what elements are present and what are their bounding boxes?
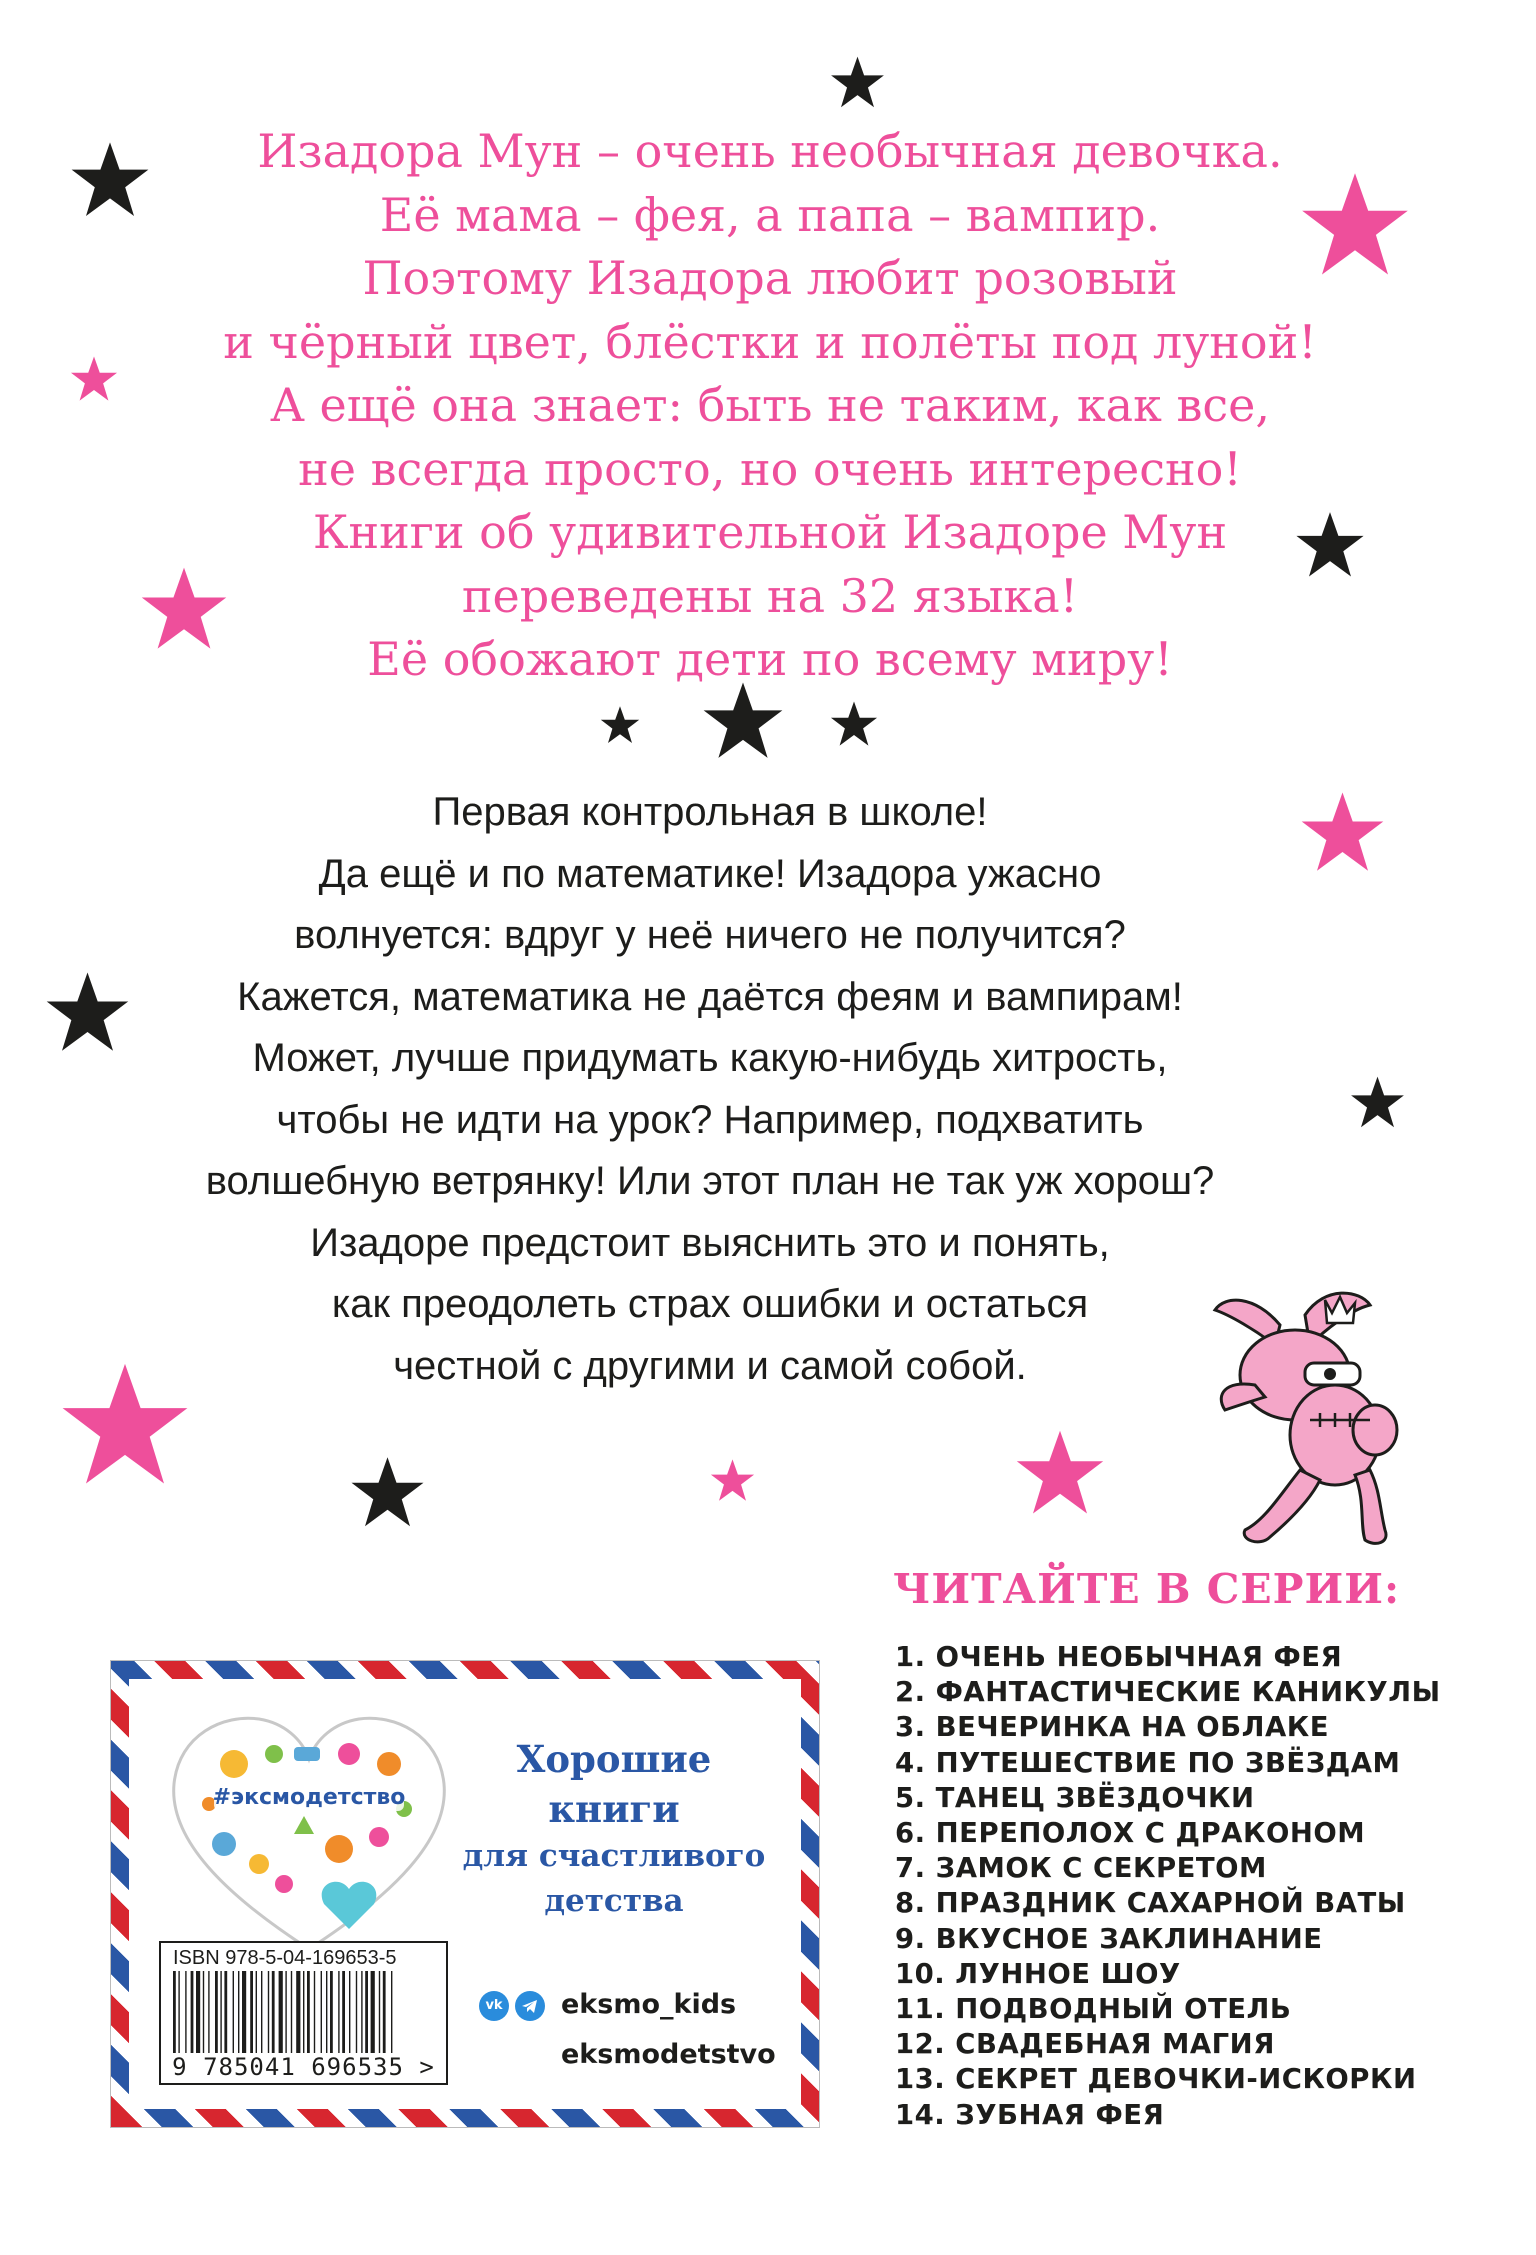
- description-line: Да ещё и по математике! Изадора ужасно: [318, 851, 1102, 896]
- list-item: 4. ПУТЕШЕСТВИЕ ПО ЗВЁЗДАМ: [895, 1746, 1401, 1779]
- barcode-bar: [220, 1971, 221, 2053]
- series-list: [895, 1640, 1441, 2133]
- pink-bunny-illustration: [1185, 1285, 1425, 1555]
- barcode-bar: [349, 1971, 350, 2053]
- description-line: Может, лучше придумать какую-нибудь хитрость,: [252, 1036, 1168, 1080]
- barcode-bar: [178, 1971, 179, 2053]
- description-line: честной с другими и самой собой.: [393, 1343, 1027, 1388]
- barcode-bar: [261, 1971, 262, 2053]
- barcode-bar: [330, 1971, 333, 2053]
- barcode-bar: [256, 1971, 257, 2053]
- publisher-motto: [429, 1734, 799, 1924]
- barcode-bar: [307, 1971, 310, 2053]
- barcode-bar: [291, 1971, 292, 2053]
- hashtag-label: #эксмодетство: [212, 1785, 406, 1810]
- intro-line: А ещё она знает: быть не таким, как все,: [270, 378, 1270, 432]
- list-item: 3. ВЕЧЕРИНКА НА ОБЛАКЕ: [895, 1711, 1330, 1744]
- black-star-icon: [350, 1455, 425, 1530]
- barcode-bar: [361, 1971, 362, 2053]
- list-item: 6. ПЕРЕПОЛОХ С ДРАКОНОМ: [895, 1817, 1366, 1850]
- list-item: 11. ПОДВОДНЫЙ ОТЕЛЬ: [895, 1993, 1292, 2026]
- barcode-bar: [208, 1971, 209, 2053]
- intro-line: переведены на 32 языка!: [461, 568, 1079, 623]
- barcode-bar: [365, 1971, 368, 2053]
- social-handle-eksmo-kids[interactable]: eksmo_kids: [561, 1989, 737, 2020]
- barcode-bar: [191, 1971, 194, 2053]
- barcode-bar: [238, 1971, 239, 2053]
- barcode-bar: [272, 1971, 275, 2053]
- pink-star-icon: [1015, 1428, 1105, 1518]
- barcode-bar: [371, 1971, 375, 2053]
- description-line: волнуется: вдруг у неё ничего не получится?: [294, 913, 1126, 957]
- barcode-bar: [196, 1971, 200, 2053]
- heart-logo: [164, 1709, 454, 1959]
- intro-line: и чёрный цвет, блёстки и полёты под луной!: [223, 314, 1317, 369]
- black-star-icon: [702, 680, 784, 762]
- barcode-bar: [215, 1971, 218, 2053]
- barcode-bar: [233, 1971, 234, 2053]
- envelope-inner: [129, 1679, 801, 2109]
- intro-line: Изадора Мун – очень необычная девочка.: [257, 124, 1283, 178]
- barcode-bar: [268, 1971, 269, 2053]
- barcode-bar: [173, 1971, 176, 2053]
- pink-star-icon: [70, 355, 118, 403]
- barcode-bar: [224, 1971, 227, 2053]
- list-item: 8. ПРАЗДНИК САХАРНОЙ ВАТЫ: [895, 1887, 1406, 1920]
- motto-line: детства: [544, 1883, 684, 1919]
- motto-line: для счастливого: [462, 1838, 766, 1874]
- barcode-bar: [296, 1971, 300, 2053]
- list-item: 1. ОЧЕНЬ НЕОБЫЧНАЯ ФЕЯ: [895, 1641, 1343, 1673]
- intro-line: Поэтому Изадора любит розовый: [362, 251, 1178, 305]
- barcode-bar: [279, 1971, 283, 2053]
- description-line: чтобы не идти на урок? Например, подхватить: [276, 1097, 1144, 1142]
- black-star-icon: [70, 140, 150, 220]
- barcode-bar: [326, 1971, 327, 2053]
- motto-line: книги: [548, 1787, 680, 1831]
- barcode-bar: [285, 1971, 286, 2053]
- barcode-image: [171, 1971, 436, 2053]
- barcode-bar: [391, 1971, 392, 2053]
- barcode-bar: [321, 1971, 322, 2053]
- barcode-bar: [242, 1971, 246, 2053]
- list-item: 5. ТАНЕЦ ЗВЁЗДОЧКИ: [895, 1781, 1255, 1814]
- barcode-bar: [314, 1971, 315, 2053]
- barcode-bar: [356, 1971, 357, 2053]
- intro-line: не всегда просто, но очень интересно!: [298, 441, 1242, 496]
- social-handle-eksmodetstvo[interactable]: eksmodetstvo: [561, 2039, 776, 2070]
- intro-line: Книги об удивительной Изадоре Мун: [312, 505, 1228, 559]
- intro-line: Её мама – фея, а папа – вампир.: [379, 187, 1161, 242]
- motto-line: Хорошие: [516, 1737, 712, 1781]
- telegram-icon[interactable]: [515, 1991, 545, 2021]
- series-heading: ЧИТАЙТЕ В СЕРИИ:: [893, 1565, 1401, 1613]
- isbn-barcode-box: [159, 1941, 448, 2085]
- list-item: 14. ЗУБНАЯ ФЕЯ: [895, 2098, 1165, 2131]
- barcode-bar: [342, 1971, 345, 2053]
- list-item: 13. СЕКРЕТ ДЕВОЧКИ-ИСКОРКИ: [895, 2063, 1417, 2096]
- intro-text: [150, 120, 1390, 692]
- list-item: 7. ЗАМОК С СЕКРЕТОМ: [895, 1852, 1267, 1885]
- description-line: как преодолеть страх ошибки и остаться: [331, 1282, 1089, 1326]
- description-line: Изадоре предстоит выяснить это и понять,: [310, 1220, 1110, 1265]
- isbn-number: 9 785041 696535 >: [172, 2053, 435, 2081]
- list-item: 9. ВКУСНОЕ ЗАКЛИНАНИЕ: [895, 1922, 1323, 1955]
- barcode-bar: [185, 1971, 186, 2053]
- publisher-envelope: [110, 1660, 820, 2128]
- book-description: [100, 782, 1320, 1397]
- barcode-bar: [379, 1971, 380, 2053]
- isbn-label: ISBN 978-5-04-169653-5: [173, 1947, 397, 1969]
- pink-star-icon: [710, 1458, 755, 1503]
- intro-line: Её обожают дети по всему миру!: [367, 632, 1173, 686]
- description-line: волшебную ветрянку! Или этот план не так уж хорош?: [205, 1159, 1215, 1203]
- list-item: 2. ФАНТАСТИЧЕСКИЕ КАНИКУЛЫ: [895, 1676, 1441, 1709]
- vk-icon[interactable]: vk: [479, 1991, 509, 2021]
- description-line: Кажется, математика не даётся феям и вампирам!: [237, 974, 1183, 1019]
- black-star-icon: [600, 705, 640, 745]
- list-item: 12. СВАДЕБНАЯ МАГИЯ: [895, 2028, 1275, 2061]
- barcode-bar: [203, 1971, 204, 2053]
- black-star-icon: [830, 700, 878, 748]
- barcode-bar: [383, 1971, 386, 2053]
- barcode-bar: [250, 1971, 253, 2053]
- barcode-bar: [303, 1971, 304, 2053]
- black-star-icon: [1350, 1075, 1405, 1130]
- barcode-bar: [338, 1971, 339, 2053]
- list-item: 10. ЛУННОЕ ШОУ: [895, 1957, 1181, 1990]
- description-line: Первая контрольная в школе!: [432, 790, 988, 834]
- black-star-icon: [830, 55, 885, 110]
